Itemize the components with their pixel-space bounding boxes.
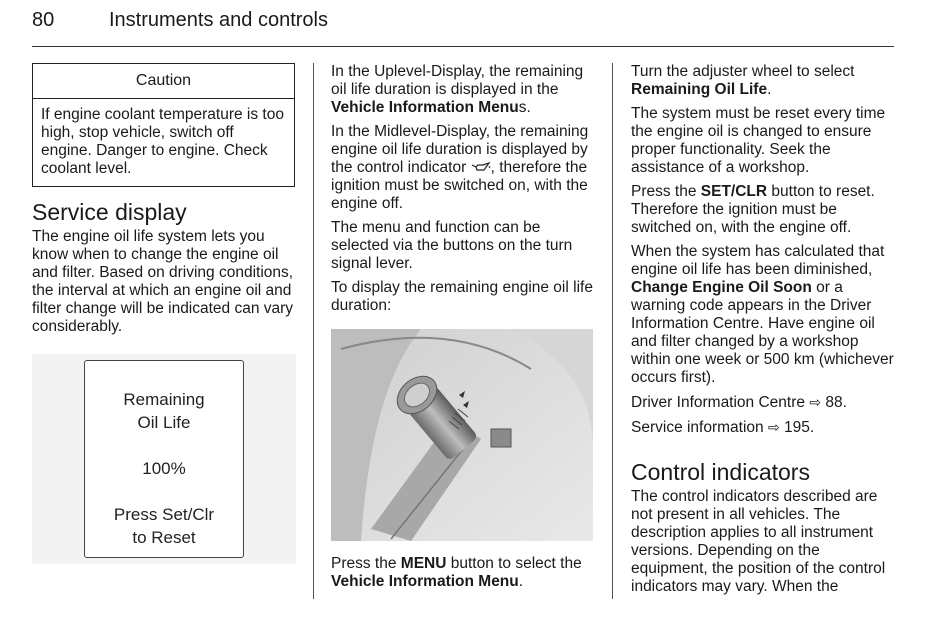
- reference-arrow-icon: ⇨: [767, 419, 780, 435]
- page-number: 80: [32, 9, 55, 31]
- cross-reference-service-info[interactable]: Service information ⇨ 195.: [631, 419, 815, 436]
- paragraph: The system must be reset every time the engine oil is changed to ensure proper functionality. Seek the assistance of a workshop.: [631, 105, 886, 176]
- display-line-oil-life: Oil Life: [137, 413, 191, 432]
- service-display-intro: The engine oil life system lets you know when to change the engine oil and filter. Based on driving conditions, the interval at which an engine oil and filter change will be indicated can vary considerably.: [32, 228, 294, 335]
- section-heading-service-display: Service display: [32, 199, 187, 225]
- paragraph: The menu and function can be selected via the buttons on the turn signal lever.: [331, 219, 573, 272]
- caution-box: [32, 63, 295, 187]
- oil-life-display-illustration: [32, 354, 296, 564]
- paragraph: To display the remaining engine oil life duration:: [331, 279, 593, 314]
- paragraph: Turn the adjuster wheel to select Remaining Oil Life.: [631, 63, 855, 98]
- paragraph: In the Midlevel-Display, the remaining engine oil life duration is displayed by the control indicator , therefore the ignition must be switched on, with the engine off.: [331, 123, 589, 212]
- caution-text: If engine coolant temperature is too high, stop vehicle, switch off engine. Danger to engine. Check coolant level.: [41, 106, 284, 177]
- paragraph: Press the MENU button to select the Vehicle Information Menu.: [331, 555, 582, 590]
- turn-signal-lever-illustration: [331, 329, 593, 541]
- column-divider: [612, 63, 613, 599]
- display-percent: 100%: [142, 459, 186, 478]
- column-divider: [313, 63, 314, 599]
- display-line-reset: to Reset: [132, 528, 196, 547]
- oil-can-icon: [471, 162, 491, 173]
- page-header: [32, 8, 894, 48]
- paragraph: When the system has calculated that engine oil life has been diminished, Change Engine Oil Soon or a warning code appears in the Driver Information Centre. Have engine oil and filter changed by a workshop within one week or 500 km (whichever occurs first).: [631, 243, 894, 386]
- display-line-remaining: Remaining: [123, 390, 205, 409]
- paragraph: The control indicators described are not present in all vehicles. The description applies to all instrument versions. Depending on the equipment, the position of the control indicators may vary. When the: [631, 488, 886, 595]
- column-left: [32, 63, 296, 564]
- paragraph: Press the SET/CLR button to reset. Therefore the ignition must be switched on, with the engine off.: [631, 183, 875, 236]
- reference-arrow-icon: ⇨: [809, 394, 822, 410]
- column-middle: [331, 63, 597, 597]
- column-right: [631, 63, 897, 602]
- chapter-title: Instruments and controls: [109, 9, 328, 31]
- display-line-press: Press Set/Clr: [113, 505, 215, 524]
- header-rule: [32, 46, 894, 47]
- section-heading-control-indicators: Control indicators: [631, 459, 810, 485]
- caution-title: Caution: [33, 64, 294, 99]
- cross-reference-driver-info[interactable]: Driver Information Centre ⇨ 88.: [631, 394, 847, 411]
- paragraph: In the Uplevel-Display, the remaining oil life duration is displayed in the Vehicle Information Menus.: [331, 63, 584, 116]
- oil-life-display: [84, 360, 244, 558]
